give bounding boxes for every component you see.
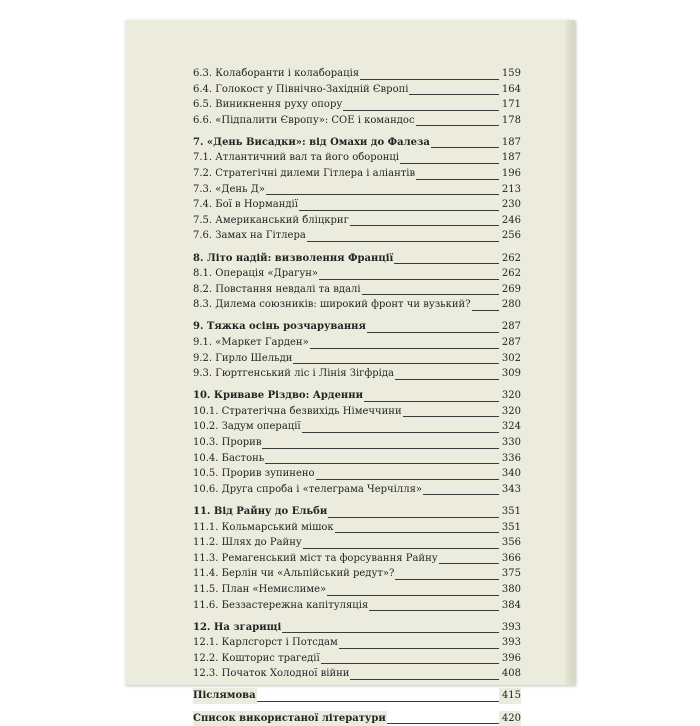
- toc-chapter-row: [193, 251, 521, 267]
- toc-entry-title: 10.1. Стратегічна безвихідь Німеччини: [193, 404, 403, 420]
- toc-section-row: [193, 535, 521, 551]
- toc-page-number: 366: [499, 551, 521, 567]
- toc-entry-title: 12.3. Початок Холодної війни: [193, 666, 350, 682]
- toc-entry-title: 12.2. Кошторис трагедії: [193, 651, 321, 667]
- toc-section-row: [193, 197, 521, 213]
- toc-chapter-row: [193, 504, 521, 520]
- toc-entry-title: 10. Криваве Різдво: Арденни: [193, 388, 364, 404]
- toc-page-number: 171: [499, 97, 521, 113]
- toc-section-row: [193, 404, 521, 420]
- toc-section-row: [193, 213, 521, 229]
- toc-page-number: 384: [499, 598, 521, 614]
- toc-entry-title: 11.4. Берлін чи «Альпійський редут»?: [193, 566, 395, 582]
- toc-entry-title: 12. На згарищі: [193, 620, 282, 636]
- toc-entry-title: 7.3. «День Д»: [193, 182, 266, 198]
- toc-chapter-row: [193, 388, 521, 404]
- toc-entry-title: 7.6. Замах на Гітлера: [193, 228, 307, 244]
- toc-section-row: [193, 351, 521, 367]
- toc-entry-title: 7. «День Висадки»: від Омахи до Фалеза: [193, 135, 431, 151]
- toc-entry-title: 10.6. Друга спроба і «телеграма Черчілля»: [193, 482, 423, 498]
- toc-page-number: 415: [499, 688, 521, 704]
- toc-entry-title: 10.5. Прорив зупинено: [193, 466, 316, 482]
- toc-chapter-row: [193, 620, 521, 636]
- toc-section-row: [193, 335, 521, 351]
- toc-page-number: 375: [499, 566, 521, 582]
- toc-page-number: 159: [499, 66, 521, 82]
- toc-section-row: [193, 482, 521, 498]
- toc-chapter-row: [193, 319, 521, 335]
- toc-page-number: 213: [499, 182, 521, 198]
- toc-chapter-row: [193, 135, 521, 151]
- toc-page-number: 320: [499, 388, 521, 404]
- toc-section-row: [193, 651, 521, 667]
- toc-section-row: [193, 451, 521, 467]
- toc-entry-title: Список використаної літератури: [193, 711, 387, 726]
- toc-section-row: [193, 551, 521, 567]
- toc-section-row: [193, 282, 521, 298]
- toc-entry-title: 10.4. Бастонь: [193, 451, 265, 467]
- toc-entry-title: 7.5. Американський бліцкриг: [193, 213, 350, 229]
- toc-entry-title: 8.1. Операція «Драгун»: [193, 266, 319, 282]
- toc-page-number: 256: [499, 228, 521, 244]
- toc-page-number: 230: [499, 197, 521, 213]
- toc-page-number: 408: [499, 666, 521, 682]
- toc-page-number: 380: [499, 582, 521, 598]
- toc-page-number: 330: [499, 435, 521, 451]
- toc-entry-title: 9.3. Гюртгенський ліс і Лінія Зігфріда: [193, 366, 395, 382]
- table-of-contents: [193, 66, 521, 726]
- toc-entry-title: 11.5. План «Немислиме»: [193, 582, 327, 598]
- toc-page-number: 393: [499, 635, 521, 651]
- toc-page-number: 420: [499, 711, 521, 726]
- toc-section-row: [193, 82, 521, 98]
- toc-page-number: 246: [499, 213, 521, 229]
- toc-page-number: 287: [499, 319, 521, 335]
- toc-page-number: 336: [499, 451, 521, 467]
- toc-entry-title: 7.4. Бої в Нормандії: [193, 197, 299, 213]
- toc-entry-title: 11.3. Ремагенський міст та форсування Райну: [193, 551, 439, 567]
- toc-section-row: [193, 97, 521, 113]
- toc-section-row: [193, 166, 521, 182]
- toc-page-number: 178: [499, 113, 521, 129]
- toc-page-number: 393: [499, 620, 521, 636]
- toc-section-row: [193, 419, 521, 435]
- toc-section-row: [193, 66, 521, 82]
- toc-chapter-row: [193, 711, 521, 726]
- toc-entry-title: 6.5. Виникнення руху опору: [193, 97, 343, 113]
- toc-section-row: [193, 435, 521, 451]
- toc-page-number: 164: [499, 82, 521, 98]
- toc-page-number: 320: [499, 404, 521, 420]
- toc-entry-title: 10.3. Прорив: [193, 435, 262, 451]
- toc-section-row: [193, 666, 521, 682]
- toc-entry-title: 9.2. Гирло Шельди: [193, 351, 293, 367]
- toc-entry-title: 11.2. Шлях до Райну: [193, 535, 303, 551]
- toc-section-row: [193, 598, 521, 614]
- toc-entry-title: 9. Тяжка осінь розчарування: [193, 319, 367, 335]
- toc-entry-title: 6.3. Колаборанти і колаборація: [193, 66, 360, 82]
- toc-page-number: 187: [499, 135, 521, 151]
- toc-page-number: 287: [499, 335, 521, 351]
- toc-entry-title: 6.6. «Підпалити Європу»: СОЕ і командос: [193, 113, 416, 129]
- toc-section-row: [193, 366, 521, 382]
- toc-section-row: [193, 266, 521, 282]
- toc-page-number: 351: [499, 520, 521, 536]
- book-page: [125, 20, 575, 724]
- toc-page-number: 187: [499, 150, 521, 166]
- toc-entry-title: 8. Літо надій: визволення Франції: [193, 251, 394, 267]
- toc-page-number: 356: [499, 535, 521, 551]
- toc-entry-title: 7.1. Атлантичний вал та його оборонці: [193, 150, 400, 166]
- toc-page-number: 340: [499, 466, 521, 482]
- toc-page-number: 262: [499, 251, 521, 267]
- toc-entry-title: Післямова: [193, 688, 257, 704]
- toc-section-row: [193, 520, 521, 536]
- toc-page-number: 324: [499, 419, 521, 435]
- toc-section-row: [193, 635, 521, 651]
- toc-entry-title: 6.4. Голокост у Північно-Західній Європі: [193, 82, 409, 98]
- toc-entry-title: 10.2. Задум операції: [193, 419, 302, 435]
- toc-entry-title: 11. Від Райну до Ельби: [193, 504, 328, 520]
- toc-page-number: 269: [499, 282, 521, 298]
- toc-entry-title: 11.1. Кольмарський мішок: [193, 520, 335, 536]
- toc-entry-title: 8.3. Дилема союзників: широкий фронт чи вузький?: [193, 297, 472, 313]
- toc-page-number: 262: [499, 266, 521, 282]
- page-edge: [565, 20, 575, 685]
- toc-entry-title: 8.2. Повстання невдалі та вдалі: [193, 282, 362, 298]
- toc-chapter-row: [193, 688, 521, 704]
- toc-page-number: 280: [499, 297, 521, 313]
- toc-section-row: [193, 228, 521, 244]
- toc-section-row: [193, 566, 521, 582]
- toc-page-number: 396: [499, 651, 521, 667]
- toc-section-row: [193, 297, 521, 313]
- toc-page-number: 351: [499, 504, 521, 520]
- toc-page-number: 302: [499, 351, 521, 367]
- toc-page-number: 343: [499, 482, 521, 498]
- toc-section-row: [193, 582, 521, 598]
- toc-page-number: 196: [499, 166, 521, 182]
- toc-section-row: [193, 182, 521, 198]
- toc-entry-title: 12.1. Карлсгорст і Потсдам: [193, 635, 339, 651]
- toc-entry-title: 7.2. Стратегічні дилеми Гітлера і аліантів: [193, 166, 416, 182]
- toc-section-row: [193, 113, 521, 129]
- toc-section-row: [193, 150, 521, 166]
- toc-section-row: [193, 466, 521, 482]
- toc-entry-title: 11.6. Беззастережна капітуляція: [193, 598, 369, 614]
- toc-page-number: 309: [499, 366, 521, 382]
- toc-entry-title: 9.1. «Маркет Гарден»: [193, 335, 310, 351]
